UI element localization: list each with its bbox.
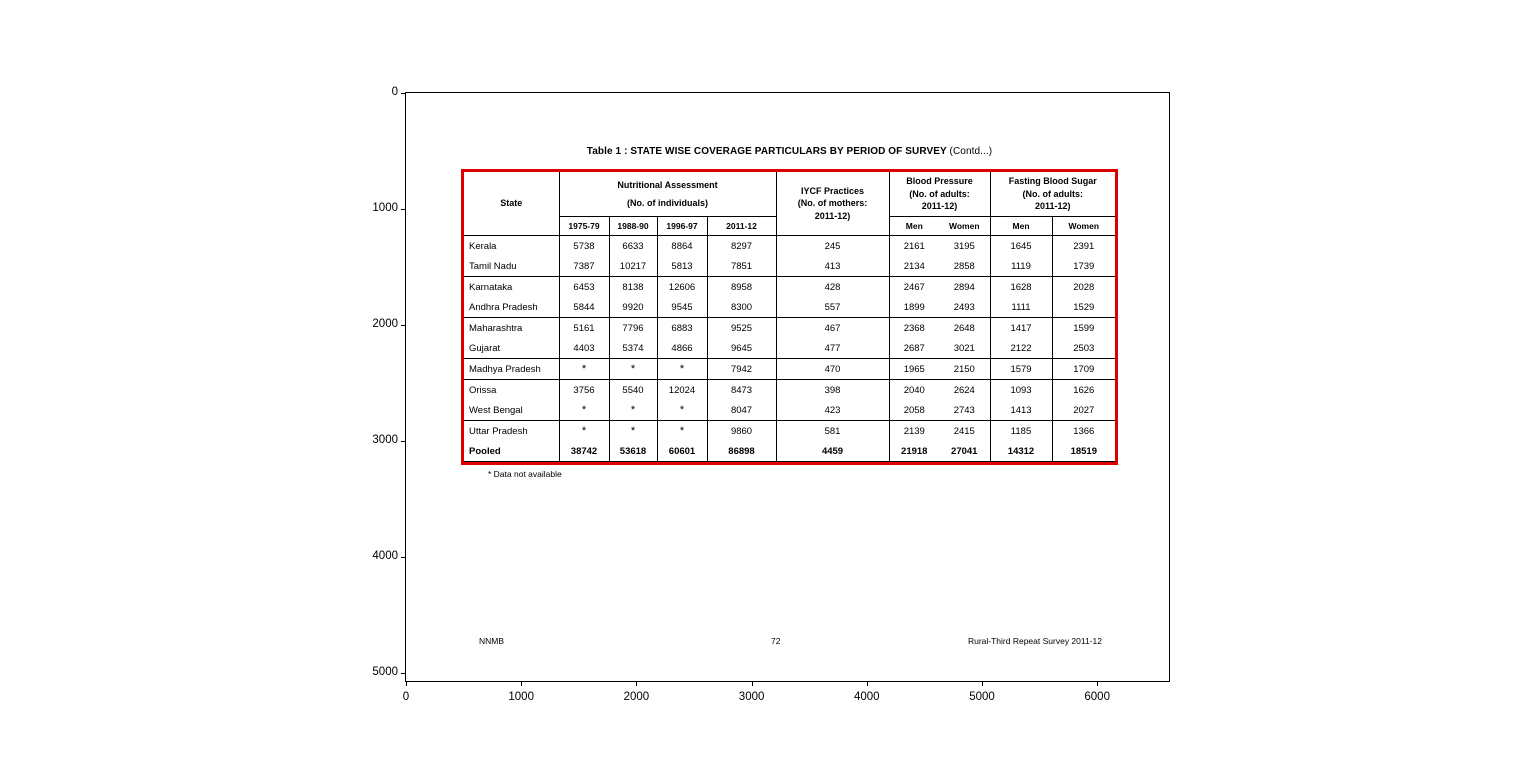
value-cell: 2139: [903, 425, 925, 437]
header-year-1988-90: 1988-90: [609, 217, 657, 236]
value-cell: 1111: [990, 297, 1052, 318]
header-bp-line3: 2011-12): [921, 201, 958, 212]
table-title-contd: (Contd...): [949, 146, 993, 157]
y-axis-tick-label: 3000: [372, 434, 398, 446]
table-row: [464, 277, 1115, 298]
value-cell: 5161: [559, 318, 609, 339]
value-cell: 2648: [939, 318, 990, 339]
value-cell: 423: [776, 400, 889, 421]
footer-nnmb: NNMB: [479, 636, 505, 646]
coverage-table-body: [464, 236, 1115, 462]
value-cell: 1366: [1073, 425, 1095, 437]
x-axis-tick: [752, 681, 753, 686]
header-blood-pressure: [889, 172, 990, 217]
value-cell: 2687: [889, 338, 939, 359]
value-cell: 2368: [903, 322, 925, 334]
plot-area: [372, 86, 1170, 703]
header-iycf-line1: IYCF Practices: [801, 185, 865, 196]
y-axis-tick: [401, 441, 406, 442]
value-cell: *: [609, 400, 657, 421]
page-number: 72: [771, 636, 781, 646]
value-cell: 8297: [707, 236, 776, 257]
header-bp-line1: Blood Pressure: [906, 176, 973, 187]
value-cell: 1899: [889, 297, 939, 318]
header-bp-women: Women: [939, 217, 990, 236]
value-cell: 1529: [1052, 297, 1115, 318]
state-cell: Tamil Nadu: [464, 256, 559, 277]
y-axis-tick: [401, 209, 406, 210]
footer-survey-name: Rural-Third Repeat Survey 2011-12: [967, 636, 1102, 646]
value-cell: 398: [776, 380, 889, 401]
value-cell: 1119: [990, 256, 1052, 277]
value-cell: 1709: [1052, 359, 1115, 380]
value-cell: 2467: [903, 281, 925, 293]
value-cell: 9525: [707, 318, 776, 339]
table-row: [464, 297, 1115, 318]
value-cell: 8138: [609, 277, 657, 298]
value-cell: 4459: [776, 441, 889, 462]
x-axis-tick: [636, 681, 637, 686]
x-axis-tick-label: 3000: [738, 691, 765, 703]
value-cell: 2027: [1052, 400, 1115, 421]
value-cell: 7942: [707, 359, 776, 380]
y-axis-tick-label: 2000: [372, 318, 398, 330]
x-axis-tick-label: 4000: [854, 691, 880, 703]
x-axis-tick: [1097, 681, 1098, 686]
value-cell: 8473: [707, 380, 776, 401]
table-row: [464, 256, 1115, 277]
value-cell: 1628: [990, 277, 1052, 298]
header-iycf-line3: 2011-12): [814, 210, 851, 221]
value-cell: 8958: [707, 277, 776, 298]
value-cell: 2040: [903, 384, 925, 396]
state-cell: Kerala: [464, 236, 559, 257]
value-cell: 53618: [609, 441, 657, 462]
value-cell: 5813: [657, 256, 707, 277]
value-cell: 1626: [1073, 384, 1095, 396]
value-cell: 3756: [559, 380, 609, 401]
header-fbs-line1: Fasting Blood Sugar: [1008, 176, 1097, 187]
state-cell: Karnataka: [464, 277, 559, 298]
value-cell: 2894: [939, 277, 990, 298]
value-cell: 10217: [609, 256, 657, 277]
y-axis-tick-label: 5000: [372, 666, 398, 678]
state-cell: Pooled: [464, 441, 559, 462]
table-title-main: Table 1 : STATE WISE COVERAGE PARTICULARS BY PERIOD OF SURVEY: [586, 146, 947, 157]
y-axis-tick: [401, 93, 406, 94]
value-cell: 467: [776, 318, 889, 339]
value-cell: 1579: [990, 359, 1052, 380]
value-cell: 2058: [889, 400, 939, 421]
value-cell: 60601: [657, 441, 707, 462]
value-cell: 5738: [559, 236, 609, 257]
header-fbs-men: Men: [990, 217, 1052, 236]
x-axis-tick: [982, 681, 983, 686]
value-cell: 6633: [609, 236, 657, 257]
header-year-1975-79: 1975-79: [559, 217, 609, 236]
value-cell: 1739: [1052, 256, 1115, 277]
value-cell: 470: [776, 359, 889, 380]
value-cell: 2028: [1073, 281, 1095, 293]
header-na-line1: Nutritional Assessment: [617, 180, 718, 190]
header-bp-line2: (No. of adults:: [909, 188, 970, 199]
value-cell: *: [559, 421, 609, 442]
header-iycf-practices: [776, 172, 889, 236]
header-year-2011-12: 2011-12: [707, 217, 776, 236]
value-cell: 477: [776, 338, 889, 359]
table-row: [464, 318, 1115, 339]
value-cell: 557: [776, 297, 889, 318]
value-cell: 8047: [707, 400, 776, 421]
value-cell: 7387: [559, 256, 609, 277]
x-axis-tick-label: 1000: [508, 691, 534, 703]
state-cell: Gujarat: [464, 338, 559, 359]
value-cell: 9545: [657, 297, 707, 318]
value-cell: 1093: [990, 380, 1052, 401]
coverage-table: [464, 172, 1115, 462]
value-cell: 1965: [889, 359, 939, 380]
y-axis-tick-label: 1000: [372, 202, 398, 214]
header-nutritional-assessment: [559, 172, 776, 217]
value-cell: 1599: [1073, 322, 1095, 334]
value-cell: 21918: [889, 441, 939, 462]
header-bp-men: Men: [889, 217, 939, 236]
y-axis-tick: [401, 673, 406, 674]
value-cell: 1413: [990, 400, 1052, 421]
value-cell: 9645: [707, 338, 776, 359]
value-cell: 86898: [707, 441, 776, 462]
value-cell: 2122: [990, 338, 1052, 359]
table-row: [464, 338, 1115, 359]
value-cell: 12024: [657, 380, 707, 401]
value-cell: 7796: [609, 318, 657, 339]
state-cell: West Bengal: [464, 400, 559, 421]
table-row: [464, 380, 1115, 401]
y-axis-tick-label: 0: [391, 86, 398, 98]
header-fbs-line3: 2011-12): [1035, 201, 1071, 212]
y-axis-tick: [401, 557, 406, 558]
value-cell: 3021: [939, 338, 990, 359]
value-cell: 2493: [939, 297, 990, 318]
value-cell: 14312: [990, 441, 1052, 462]
header-year-1996-97: 1996-97: [657, 217, 707, 236]
state-cell: Maharashtra: [464, 318, 559, 339]
coverage-table-container: [461, 169, 1118, 465]
value-cell: *: [657, 421, 707, 442]
header-fasting-blood-sugar: [990, 172, 1115, 217]
value-cell: 2503: [1052, 338, 1115, 359]
table-header: [464, 172, 1115, 236]
x-axis-tick-label: 6000: [1084, 691, 1110, 703]
table-title: [461, 146, 1118, 157]
x-axis-tick: [867, 681, 868, 686]
value-cell: 5540: [609, 380, 657, 401]
value-cell: 2743: [939, 400, 990, 421]
header-state: State: [464, 172, 559, 236]
value-cell: 2134: [889, 256, 939, 277]
value-cell: 428: [776, 277, 889, 298]
state-cell: Andhra Pradesh: [464, 297, 559, 318]
value-cell: 18519: [1052, 441, 1115, 462]
value-cell: *: [559, 400, 609, 421]
state-cell: Madhya Pradesh: [464, 359, 559, 380]
header-fbs-line2: (No. of adults:: [1022, 188, 1084, 199]
state-cell: Orissa: [464, 380, 559, 401]
value-cell: 5844: [559, 297, 609, 318]
y-axis-tick-label: 4000: [372, 550, 398, 562]
value-cell: 1185: [990, 421, 1052, 442]
value-cell: 2161: [903, 240, 925, 252]
value-cell: 7851: [707, 256, 776, 277]
value-cell: 413: [776, 256, 889, 277]
value-cell: 38742: [559, 441, 609, 462]
value-cell: 4403: [559, 338, 609, 359]
state-cell: Uttar Pradesh: [464, 421, 559, 442]
table-row: [464, 441, 1115, 462]
table-row: [464, 400, 1115, 421]
value-cell: *: [609, 359, 657, 380]
value-cell: 3195: [939, 236, 990, 257]
value-cell: 245: [776, 236, 889, 257]
value-cell: 2624: [939, 380, 990, 401]
x-axis-tick: [521, 681, 522, 686]
value-cell: 8864: [657, 236, 707, 257]
value-cell: 2391: [1073, 240, 1095, 252]
value-cell: *: [609, 421, 657, 442]
table-row: [464, 421, 1115, 442]
x-axis-tick: [406, 681, 407, 686]
value-cell: 27041: [939, 441, 990, 462]
value-cell: 1645: [990, 236, 1052, 257]
value-cell: 5374: [609, 338, 657, 359]
x-axis-tick-label: 0: [402, 691, 410, 703]
header-fbs-women: Women: [1052, 217, 1115, 236]
footnote-data-not-available: * Data not available: [488, 469, 562, 479]
value-cell: 6883: [657, 318, 707, 339]
value-cell: *: [657, 359, 707, 380]
table-row: [464, 236, 1115, 257]
value-cell: 1417: [990, 318, 1052, 339]
value-cell: 2415: [939, 421, 990, 442]
value-cell: 9860: [707, 421, 776, 442]
value-cell: 6453: [559, 277, 609, 298]
value-cell: 8300: [707, 297, 776, 318]
y-axis-tick: [401, 325, 406, 326]
header-iycf-line2: (No. of mothers:: [797, 198, 868, 209]
value-cell: 9920: [609, 297, 657, 318]
x-axis-tick-label: 2000: [623, 691, 650, 703]
header-row-main: [464, 172, 1115, 217]
value-cell: 12606: [657, 277, 707, 298]
x-axis-tick-label: 5000: [969, 691, 995, 703]
value-cell: 581: [776, 421, 889, 442]
value-cell: 2858: [939, 256, 990, 277]
value-cell: *: [657, 400, 707, 421]
table-row: [464, 359, 1115, 380]
value-cell: 4866: [657, 338, 707, 359]
value-cell: *: [559, 359, 609, 380]
header-na-line2: (No. of individuals): [627, 197, 708, 208]
value-cell: 2150: [939, 359, 990, 380]
